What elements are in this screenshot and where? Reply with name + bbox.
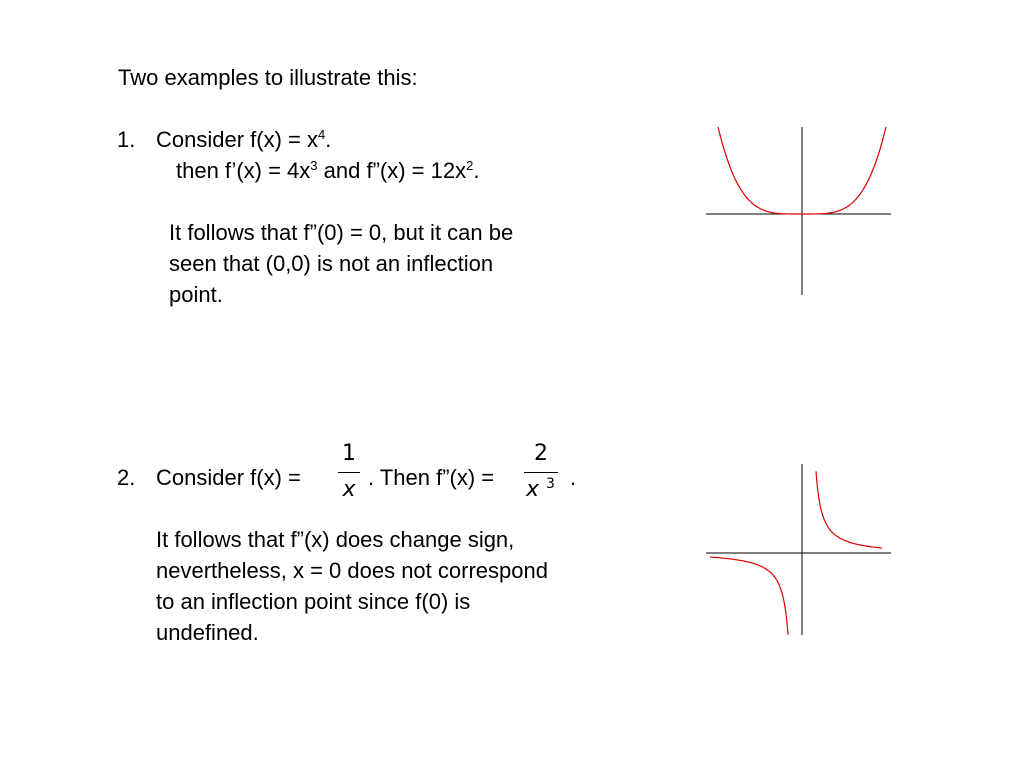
graph-reciprocal [700,458,900,648]
fraction-numerator: 1 [342,441,356,466]
example2-number: 2. [117,465,136,490]
exponent: 2 [466,158,474,173]
intro-text: Two examples to illustrate this: [118,65,418,90]
example1-consider: Consider $f(x) = x^4$. [156,127,332,152]
exponent: 3 [546,476,555,492]
graph-x4 [700,122,900,302]
example1-paragraph-line: seen that (0,0) is not an inflection [169,251,494,276]
example2-paragraph-line: to an inflection point since f(0) is [156,589,471,614]
fraction-denominator: x [342,477,356,502]
exponent: 4 [318,127,326,142]
example2-paragraph-line: undefined. [156,620,259,645]
exponent: 3 [310,158,318,173]
example1-number: 1. [117,127,136,152]
example1-paragraph-line: point. [169,282,223,307]
example2-then: . Then f”(x) = [368,465,495,490]
fraction-bar [338,472,360,473]
example2-paragraph-line: nevertheless, x = 0 does not correspond [156,558,548,583]
fraction-numerator: 2 [534,441,548,466]
example1-derivatives: then f’(x) = $4x^3$ and f”(x) = $12x^2$. [176,158,480,183]
example2-period: . [570,465,577,490]
example2-paragraph-line: It follows that f”(x) does change sign, [156,527,515,552]
curve-reciprocal-negative [710,557,788,635]
example1-paragraph-line: It follows that f”(0) = 0, but it can be [169,220,514,245]
fraction-two-over-x-cubed [524,442,560,502]
fraction-one-over-x [337,442,361,502]
example2-consider: Consider f(x) = [156,465,301,490]
fraction-denominator: x [526,477,540,502]
curve-reciprocal-positive [816,471,882,548]
